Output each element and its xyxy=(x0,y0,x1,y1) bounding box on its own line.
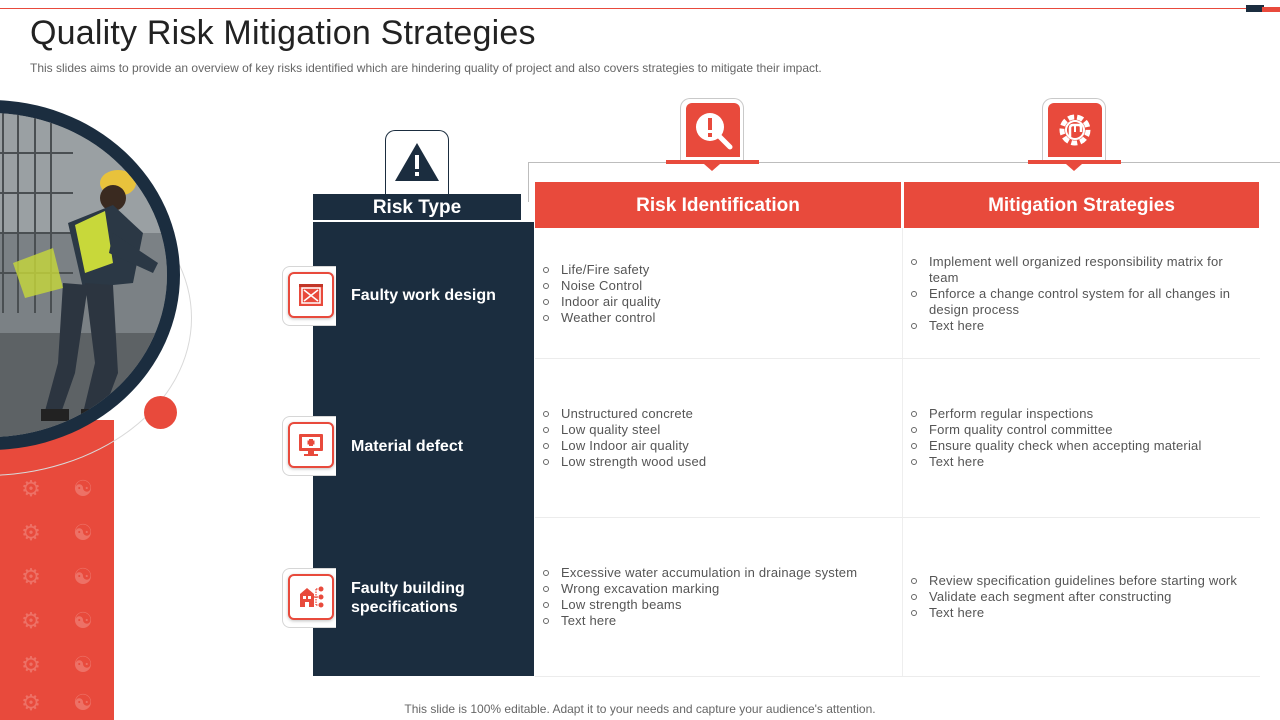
risk-type-icon-tab xyxy=(385,130,449,196)
helmet-icon: ☯ xyxy=(73,608,93,633)
list-item: Low strength beams xyxy=(542,597,897,613)
list-item: Text here xyxy=(910,318,1245,334)
tab-arrow xyxy=(704,164,720,171)
worker-icon: ⚙ xyxy=(21,608,41,633)
warning-icon xyxy=(393,141,441,183)
building-network-icon xyxy=(297,583,325,611)
row-icon-badge xyxy=(282,568,336,628)
row-divider xyxy=(535,517,1260,518)
worker-icon: ⚙ xyxy=(21,564,41,589)
column-divider xyxy=(902,228,903,676)
gear-hand-icon xyxy=(1055,110,1095,150)
list-item: Unstructured concrete xyxy=(542,406,892,422)
helmet-icon: ☯ xyxy=(73,564,93,589)
list-item: Text here xyxy=(910,454,1245,470)
list-item: Low quality steel xyxy=(542,422,892,438)
worker-icon: ⚙ xyxy=(21,652,41,677)
row-icon-badge xyxy=(282,266,336,326)
list-item: Wrong excavation marking xyxy=(542,581,897,597)
row-divider xyxy=(535,358,1260,359)
risk-type-header: Risk Type xyxy=(313,194,521,220)
list-item: Perform regular inspections xyxy=(910,406,1245,422)
list-item: Text here xyxy=(542,613,897,629)
row-label: Faulty work design xyxy=(351,287,496,304)
decorative-red-dot xyxy=(144,396,177,429)
list-item: Weather control xyxy=(542,310,892,326)
list-item: Text here xyxy=(910,605,1255,621)
mitigation-strategies-header: Mitigation Strategies xyxy=(904,182,1259,228)
helmet-icon: ☯ xyxy=(73,652,93,677)
risk-list xyxy=(542,262,892,326)
worker-icon: ⚙ xyxy=(21,520,41,545)
list-item: Ensure quality check when accepting material xyxy=(910,438,1245,454)
connector-line xyxy=(528,162,529,202)
list-item: Life/Fire safety xyxy=(542,262,892,278)
list-item: Excessive water accumulation in drainage system xyxy=(542,565,897,581)
connector-line xyxy=(528,162,1280,163)
mitigation-list xyxy=(910,254,1245,334)
helmet-icon: ☯ xyxy=(73,476,93,501)
monitor-icon xyxy=(297,431,325,459)
list-item: Enforce a change control system for all changes in design process xyxy=(910,286,1245,318)
list-item: Review specification guidelines before starting work xyxy=(910,573,1255,589)
corner-flag xyxy=(1246,5,1280,12)
list-item: Low Indoor air quality xyxy=(542,438,892,454)
page-subtitle: This slides aims to provide an overview of key risks identified which are hindering quality of project and also covers strategies to mitigate their impact. xyxy=(30,61,822,75)
mitigation-list xyxy=(910,573,1255,621)
worker-icon: ⚙ xyxy=(21,690,41,715)
row-label: Faulty building specifications xyxy=(351,580,465,616)
risk-identification-icon-tab xyxy=(680,98,744,164)
mitigation-icon-tab xyxy=(1042,98,1106,164)
row-icon-badge xyxy=(282,416,336,476)
list-item: Implement well organized responsibility matrix for team xyxy=(910,254,1245,286)
risk-list xyxy=(542,565,897,629)
helmet-icon: ☯ xyxy=(73,520,93,545)
row-label: Material defect xyxy=(351,438,464,455)
helmet-icon: ☯ xyxy=(73,690,93,715)
blueprint-icon xyxy=(297,281,325,309)
risk-list xyxy=(542,406,892,470)
worker-icon: ⚙ xyxy=(21,476,41,501)
mitigation-list xyxy=(910,406,1245,470)
list-item: Form quality control committee xyxy=(910,422,1245,438)
row-divider xyxy=(535,676,1260,677)
tab-arrow xyxy=(1066,164,1082,171)
page-title: Quality Risk Mitigation Strategies xyxy=(30,14,536,52)
top-rule xyxy=(0,8,1280,9)
list-item: Indoor air quality xyxy=(542,294,892,310)
list-item: Low strength wood used xyxy=(542,454,892,470)
list-item: Validate each segment after constructing xyxy=(910,589,1255,605)
footer-note: This slide is 100% editable. Adapt it to your needs and capture your audience's attention. xyxy=(404,702,876,716)
alert-search-icon xyxy=(693,110,733,150)
list-item: Noise Control xyxy=(542,278,892,294)
risk-identification-header: Risk Identification xyxy=(535,182,901,228)
